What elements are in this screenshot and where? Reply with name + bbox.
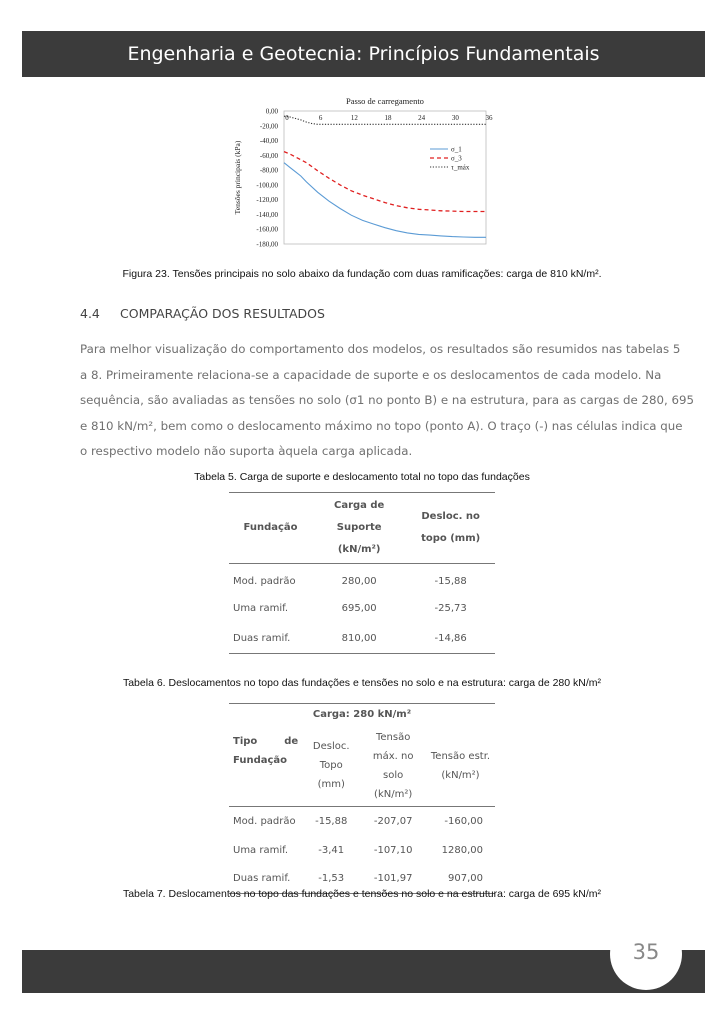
table-cell: Uma ramif. (233, 603, 289, 614)
header-word: de (284, 736, 299, 747)
x-tick-label: 12 (350, 114, 358, 122)
table-cell: 907,00 (448, 873, 483, 885)
table-cell: Uma ramif. (233, 844, 289, 856)
figure-caption: Figura 23. Tensões principais no solo abaixo da fundação com duas ramificações: carga de 810 kN/m². (122, 268, 602, 280)
table-cell: Duas ramif. (233, 873, 291, 885)
x-tick-label: 24 (418, 114, 426, 122)
header-word: Fundação (233, 755, 288, 766)
chart-title: Passo de carregamento (346, 96, 424, 106)
y-tick-label: -20,00 (259, 122, 278, 131)
table-5 (229, 492, 495, 654)
y-tick-label: -100,00 (256, 181, 278, 190)
y-tick-label: -40,00 (259, 137, 278, 146)
table-cell: 810,00 (341, 632, 377, 644)
table-row (229, 836, 495, 865)
table-row (229, 807, 495, 836)
column-header: Desloc. Topo (mm) (312, 741, 350, 790)
paragraph-line: Para melhor visualização do comportamento dos modelos, os resultados são resumidos nas tabelas 5 (80, 342, 681, 356)
table-cell: -15,88 (315, 815, 348, 827)
section-title: COMPARAÇÃO DOS RESULTADOS (120, 306, 325, 321)
table-row (229, 624, 495, 654)
table-cell: 280,00 (341, 576, 377, 588)
table5-caption: Tabela 5. Carga de suporte e deslocamento total no topo das fundações (194, 471, 530, 483)
table-supertitle-row (229, 704, 495, 726)
table-6 (229, 703, 495, 894)
column-header: Desloc. no topo (mm) (421, 511, 481, 544)
column-header: Tensão estr. (kN/m²) (430, 750, 491, 781)
y-tick-label: -140,00 (256, 210, 278, 219)
table-cell: Mod. padrão (233, 576, 296, 588)
column-header-tipo (229, 725, 302, 807)
table-cell: -101,97 (373, 873, 413, 885)
table-cell: -1,53 (318, 873, 345, 885)
y-tick-label: 0,00 (265, 107, 278, 116)
paragraph-line: o respectivo modelo não suporta àquela carga aplicada. (80, 444, 413, 458)
x-tick-label: 36 (485, 114, 493, 122)
series-line-1 (284, 163, 486, 238)
table-cell: -160,00 (444, 815, 483, 827)
principal-stress-chart (226, 94, 500, 260)
x-tick-label: 30 (451, 114, 459, 122)
table-cell: -107,10 (373, 844, 413, 856)
table-header-row (229, 493, 495, 564)
table-cell: -14,86 (434, 632, 467, 644)
column-header: Carga de Suporte (kN/m²) (333, 500, 385, 555)
table7-caption: Tabela 7. Deslocamentos no topo das fundações e tensões no solo e na estrutura: carga de 695 kN/m² (122, 888, 602, 900)
paragraph-line: e 810 kN/m², bem como o deslocamento máximo no topo (ponto A). O traço (-) nas células indica que (80, 418, 683, 433)
x-tick-label: 6 (318, 114, 323, 122)
page-header (22, 31, 705, 77)
y-tick-label: -80,00 (259, 166, 278, 175)
paragraph-line: sequência, são avaliadas as tensões no solo (σ1 no ponto B) e na estrutura, para as cargas de 280, 695 (80, 393, 695, 407)
page-footer (22, 950, 705, 993)
y-tick-label: -60,00 (259, 151, 278, 160)
header-word: Tipo (233, 736, 258, 747)
y-tick-label: -160,00 (256, 225, 278, 234)
y-tick-label: -120,00 (256, 196, 278, 205)
table-row (229, 594, 495, 624)
table-header-row (229, 725, 495, 807)
body-paragraph (80, 337, 695, 465)
column-header: Fundação (243, 522, 298, 533)
table-cell: Mod. padrão (233, 815, 296, 827)
y-axis-label: Tensões principais (kPa) (233, 140, 242, 215)
section-number: 4.4 (80, 306, 100, 321)
column-header: Tensão máx. no solo (kN/m²) (372, 731, 414, 800)
plot-frame (284, 111, 486, 244)
legend-entry: τ_máx (451, 163, 470, 172)
table-cell: -3,41 (318, 844, 345, 856)
table-row (229, 564, 495, 594)
table-cell: -15,88 (434, 576, 467, 588)
legend-entry: σ_3 (451, 154, 462, 163)
table-cell: 1280,00 (441, 844, 483, 856)
load-supertitle: Carga: 280 kN/m² (229, 704, 495, 726)
table-cell: 695,00 (341, 603, 377, 614)
table-cell: -207,07 (373, 815, 413, 827)
table-cell: -25,73 (434, 603, 467, 614)
x-tick-label: 18 (384, 114, 392, 122)
page-number: 35 (632, 940, 660, 964)
paragraph-line: a 8. Primeiramente relaciona-se a capacidade de suporte e os deslocamentos de cada modelo. Na (80, 367, 662, 382)
table6-caption: Tabela 6. Deslocamentos no topo das fundações e tensões no solo e na estrutura: carga de 280 kN/m² (122, 677, 602, 689)
legend-entry: σ_1 (451, 145, 462, 154)
table-cell: Duas ramif. (233, 632, 291, 644)
section-heading (80, 306, 325, 321)
page-number-badge (610, 918, 682, 990)
x-tick-label: 0 (285, 114, 289, 122)
y-tick-label: -180,00 (256, 240, 278, 249)
header-title: Engenharia e Geotecnia: Princípios Fundamentais (127, 43, 600, 65)
